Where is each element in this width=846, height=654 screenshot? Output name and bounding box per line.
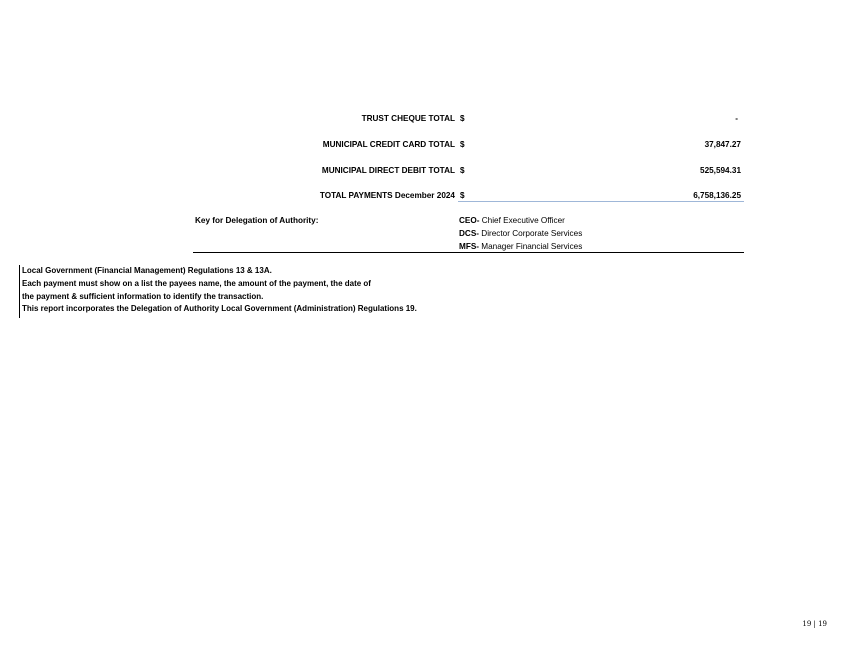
trust-cheque-currency: $: [460, 114, 465, 123]
delegation-key-title: Key for Delegation of Authority:: [195, 216, 319, 225]
key-description-ceo: Chief Executive Officer: [479, 216, 565, 225]
page-number: 19 | 19: [802, 620, 827, 628]
direct-debit-amount: 525,594.31: [700, 166, 741, 175]
note-line: Local Government (Financial Management) Regulations 13 & 13A.: [22, 266, 272, 275]
credit-card-amount: 37,847.27: [704, 140, 741, 149]
credit-card-total-label: MUNICIPAL CREDIT CARD TOTAL: [322, 140, 455, 149]
key-item-mfs: [459, 242, 582, 251]
key-code-ceo: CEO-: [459, 216, 480, 225]
key-description-dcs: Director Corporate Services: [479, 229, 583, 238]
trust-cheque-total-label: TRUST CHEQUE TOTAL: [361, 114, 455, 123]
direct-debit-total-label: MUNICIPAL DIRECT DEBIT TOTAL: [321, 166, 455, 175]
note-line: Each payment must show on a list the payees name, the amount of the payment, the date of: [22, 278, 371, 288]
total-payments-currency: $: [460, 191, 465, 200]
direct-debit-currency: $: [460, 166, 465, 175]
note-line: the payment & sufficient information to identify the transaction.: [22, 291, 264, 301]
key-code-mfs: MFS-: [459, 242, 480, 251]
regulation-notes: [19, 265, 417, 318]
total-payments-amount: 6,758,136.25: [693, 191, 741, 200]
key-code-dcs: DCS-: [459, 229, 480, 238]
key-description-mfs: Manager Financial Services: [479, 242, 583, 251]
key-item-dcs: [459, 229, 582, 238]
trust-cheque-amount: -: [735, 114, 738, 123]
note-line: This report incorporates the Delegation of Authority Local Government (Administration) Regulations 19.: [22, 304, 417, 314]
total-payments-label: TOTAL PAYMENTS December 2024: [319, 191, 455, 200]
credit-card-currency: $: [460, 140, 465, 149]
key-item-ceo: [459, 216, 565, 225]
section-divider: [193, 252, 744, 253]
total-payments-underline: [458, 201, 744, 202]
